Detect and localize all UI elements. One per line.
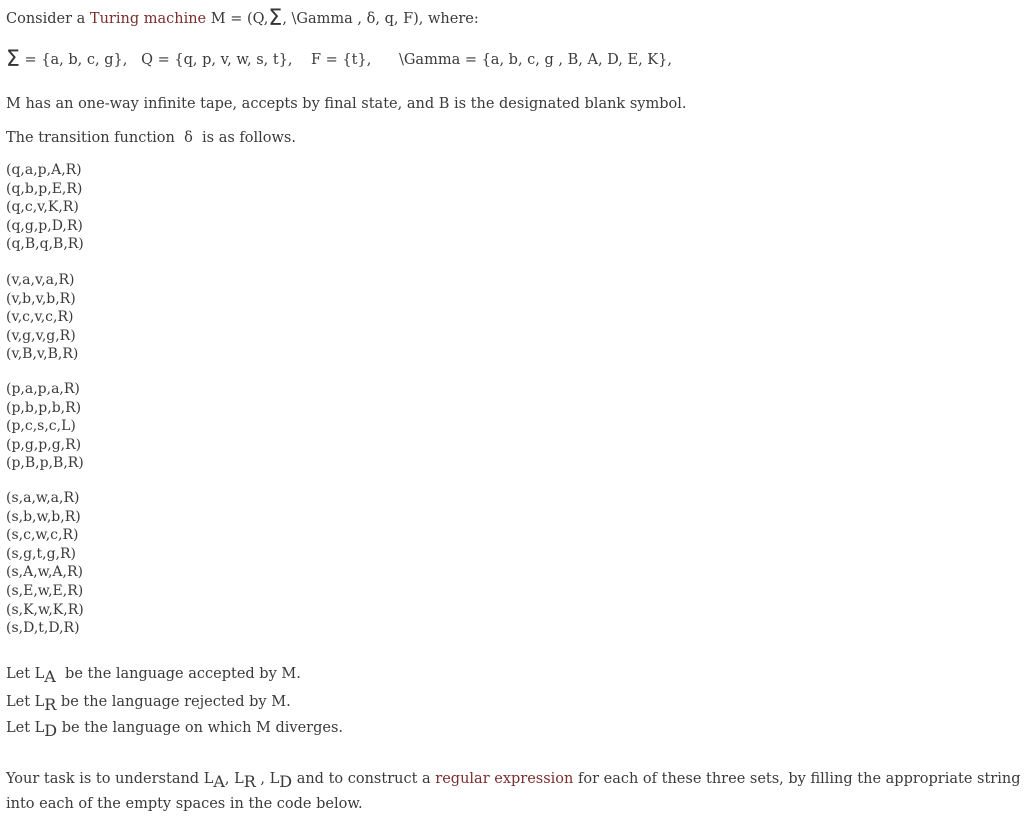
transition-intro: The transition function δ is as follows. — [6, 130, 296, 146]
lang-text: Let L — [6, 666, 45, 682]
task-subscript: A — [213, 772, 225, 791]
intro-text: Consider a — [6, 11, 86, 27]
transition-rule: (v,g,v,g,R) — [6, 327, 76, 344]
lang-subscript: A — [44, 667, 56, 686]
lang-text: be the language accepted by M. — [55, 666, 301, 682]
transition-rule: (s,a,w,a,R) — [6, 490, 80, 506]
transition-rule: (q,g,p,D,R) — [6, 217, 83, 234]
lang-text: be the language rejected by M. — [56, 694, 291, 710]
task-text: , L — [255, 771, 280, 787]
task-paragraph — [6, 768, 1022, 815]
transition-group-q — [6, 161, 84, 254]
transition-rule: (v,B,v,B,R) — [6, 346, 79, 363]
transition-rule: (p,b,p,b,R) — [6, 399, 82, 416]
transition-group-v — [6, 271, 78, 364]
transition-rule: (p,B,p,B,R) — [6, 455, 84, 472]
transition-rule: (s,c,w,c,R) — [6, 527, 79, 544]
language-accepted-line — [6, 666, 301, 686]
transition-rule: (s,D,t,D,R) — [6, 620, 80, 637]
transition-rule: (q,B,q,B,R) — [6, 236, 84, 253]
transition-rule: (q,c,v,K,R) — [6, 199, 79, 216]
task-text: , L — [224, 771, 244, 787]
definitions-line — [6, 47, 672, 72]
task-subscript: R — [243, 772, 256, 791]
transition-group-p — [6, 380, 84, 473]
transition-rule: (q,b,p,E,R) — [6, 180, 83, 197]
task-text: Your task is to understand L — [6, 771, 214, 787]
sigma-symbol: Σ — [6, 47, 20, 72]
definitions-text: = {a, b, c, g}, Q = {q, p, v, w, s, t}, F = {t}, \Gamma = {a, b, c, g , B, A, D, E, K}, — [19, 52, 672, 68]
tuple-text: M = (Q, — [210, 11, 269, 27]
transition-rule: (s,b,w,b,R) — [6, 508, 81, 525]
task-text: and to construct a — [292, 771, 436, 787]
transition-rule: (s,A,w,A,R) — [6, 564, 83, 581]
lang-text: be the language on which M diverges. — [57, 720, 344, 736]
transition-rule: (s,E,w,E,R) — [6, 582, 84, 599]
lang-subscript: R — [44, 695, 57, 714]
transition-rule: (v,a,v,a,R) — [6, 272, 75, 288]
task-subscript: D — [279, 772, 293, 791]
transition-rule: (s,g,t,g,R) — [6, 545, 76, 562]
transition-rule: (p,a,p,a,R) — [6, 381, 80, 397]
tuple-rest-text: , \Gamma , δ, q, F), where: — [282, 11, 479, 27]
transition-rule: (v,b,v,b,R) — [6, 290, 76, 307]
language-diverges-line — [6, 720, 343, 740]
transition-group-s — [6, 489, 84, 638]
transition-rule: (p,c,s,c,L) — [6, 418, 76, 435]
lang-subscript: D — [44, 721, 58, 740]
turing-machine-link[interactable]: Turing machine — [89, 11, 207, 27]
lang-text: Let L — [6, 720, 45, 736]
intro-line — [6, 6, 479, 31]
language-rejected-line — [6, 694, 291, 714]
sigma-symbol: Σ — [268, 6, 283, 31]
regular-expression-link[interactable]: regular expression — [435, 771, 574, 787]
transition-rule: (p,g,p,g,R) — [6, 436, 82, 453]
transition-rule: (s,K,w,K,R) — [6, 601, 84, 618]
lang-text: Let L — [6, 694, 45, 710]
transition-rule: (v,c,v,c,R) — [6, 309, 74, 326]
task-text: for each of these three sets, by filling the appropriate string into each of the empty spaces in the code below. — [6, 771, 1021, 812]
tape-description: M has an one-way infinite tape, accepts by final state, and B is the designated blank symbol. — [6, 96, 687, 112]
transition-rule: (q,a,p,A,R) — [6, 162, 82, 178]
